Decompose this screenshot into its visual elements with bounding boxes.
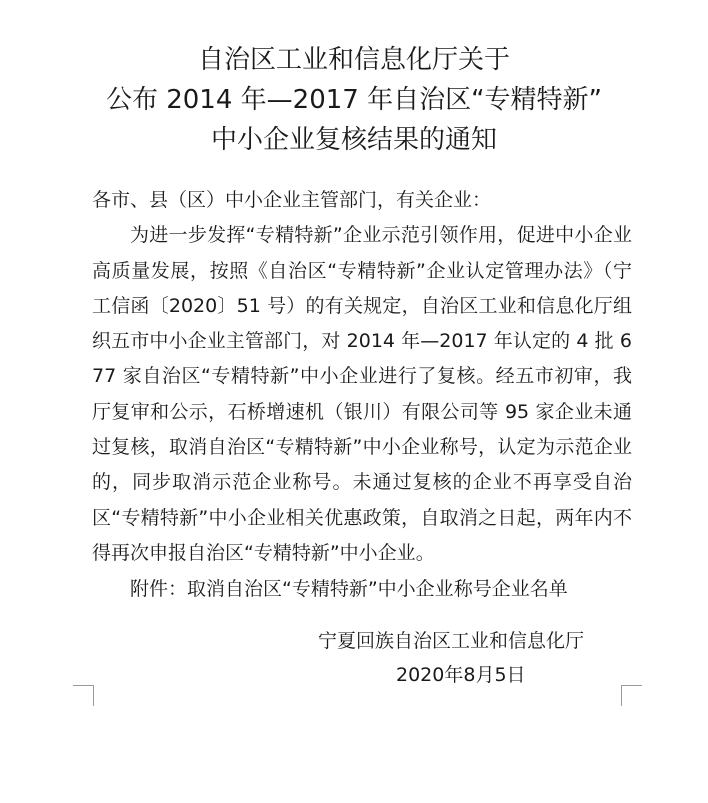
salutation: 各市、县（区）中小企业主管部门，有关企业：: [92, 189, 492, 211]
page-corner-mark-left: [73, 685, 94, 706]
title-line-3: 中小企业复核结果的通知: [210, 125, 497, 155]
notice-title: [0, 40, 708, 160]
issue-date: 2020年8月5日: [396, 664, 526, 686]
notice-body: [92, 183, 632, 571]
title-line-1: 自治区工业和信息化厅关于: [197, 45, 510, 75]
title-line-2: 公布 2014 年—2017 年自治区“专精特新”: [105, 85, 603, 115]
page-corner-mark-right: [621, 685, 642, 706]
body-paragraph: 为进一步发挥“专精特新”企业示范引领作用，促进中小企业高质量发展，按照《自治区“专精特新”企业认定管理办法》（宁工信函〔2020〕51 号）的有关规定，自治区工业和信息化厅组织五市中小企业主管部门，对 2014 年—2017 年认定的 4 批 677 家自治区“专精特新”中小企业进行了复核。经五市初审，我厅复审和公示，石桥增速机（银川）有限公司等 95 家企业未通过复核，取消自治区“专精特新”中小企业称号，认定为示范企业的，同步取消示范企业称号。未通过复核的企业不再享受自治区“专精特新”中小企业相关优惠政策，自取消之日起，两年内不得再次申报自治区“专精特新”中小企业。: [92, 224, 632, 564]
issuer-name: 宁夏回族自治区工业和信息化厅: [318, 630, 585, 652]
attachment-line: 附件：取消自治区“专精特新”中小企业称号企业名单: [130, 578, 568, 600]
